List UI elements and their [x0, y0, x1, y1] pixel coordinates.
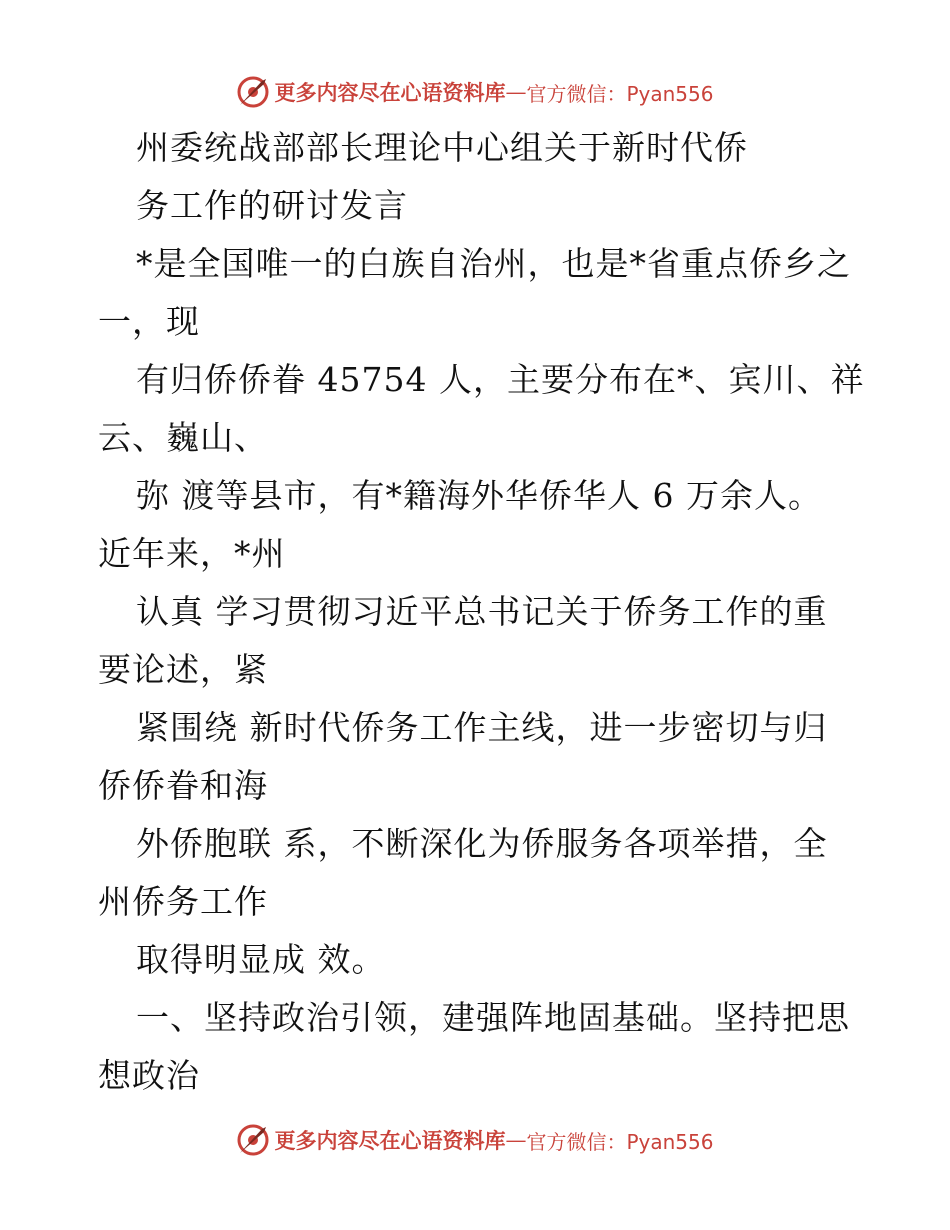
paragraph-line: 紧围绕 新时代侨务工作主线，进一步密切与归	[136, 708, 828, 747]
paragraph-line: 云、巍山、	[98, 418, 268, 457]
paragraph-line: 要论述，紧	[98, 650, 268, 689]
footer-watermark-banner	[0, 1120, 950, 1160]
footer-site-text: 更多内容尽在心语资料库	[274, 1128, 506, 1153]
paragraph-line: 侨侨眷和海	[98, 766, 268, 805]
header-watermark-banner	[0, 72, 950, 112]
header-wechat-text: 官方微信：Pyan556	[526, 81, 714, 106]
paragraph-line: 一，现	[98, 302, 200, 341]
paragraph-line: *是全国唯一的白族自治州，也是*省重点侨乡之	[136, 244, 851, 283]
title-line-1: 州委统战部部长理论中心组关于新时代侨	[136, 128, 748, 167]
paragraph-line: 想政治	[98, 1056, 200, 1095]
header-dash: —	[505, 80, 527, 104]
paragraph-line: 外侨胞联 系，不断深化为侨服务各项举措，全	[136, 824, 828, 863]
footer-dash: —	[505, 1128, 527, 1152]
paragraph-line: 近年来，*州	[98, 534, 286, 573]
paragraph-line: 一、坚持政治引领，建强阵地固基础。坚持把思	[136, 998, 850, 1037]
title-line-2: 务工作的研讨发言	[136, 186, 408, 225]
quill-logo-icon	[236, 1123, 270, 1157]
header-site-text: 更多内容尽在心语资料库	[274, 80, 506, 105]
paragraph-line: 州侨务工作	[98, 882, 268, 921]
quill-logo-icon	[236, 75, 270, 109]
paragraph-line: 取得明显成 效。	[136, 940, 386, 979]
footer-wechat-text: 官方微信：Pyan556	[526, 1129, 714, 1154]
paragraph-line: 有归侨侨眷 45754 人，主要分布在*、宾川、祥	[136, 360, 865, 399]
paragraph-line: 弥 渡等县市，有*籍海外华侨华人 6 万余人。	[136, 476, 822, 515]
paragraph-line: 认真 学习贯彻习近平总书记关于侨务工作的重	[136, 592, 828, 631]
